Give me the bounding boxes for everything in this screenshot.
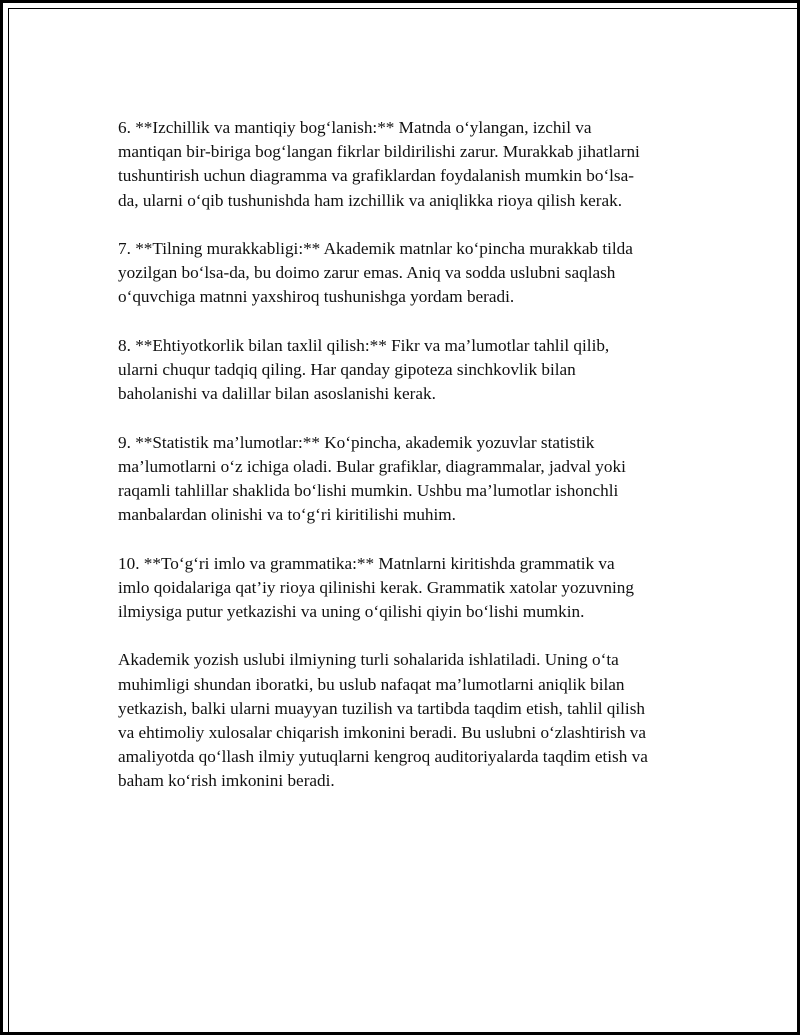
- text-line: mantiqan bir-biriga bog‘langan fikrlar bildirilishi zarur. Murakkab jihatlarni: [118, 142, 640, 162]
- paragraph-coherence: [118, 116, 693, 213]
- text-line: da, ularni o‘qib tushunishda ham izchillik va aniqlikka rioya qilish kerak.: [118, 190, 623, 210]
- text-line: Akademik yozish uslubi ilmiyning turli sohalarida ishlatiladi. Uning o‘ta: [118, 650, 619, 670]
- text-line: amaliyotda qo‘llash ilmiy yutuqlarni kengroq auditoriyalarda taqdim etish va: [118, 747, 648, 767]
- text-line: 7. **Tilning murakkabligi:** Akademik matnlar ko‘pincha murakkab tilda: [118, 239, 633, 258]
- text-line: 9. **Statistik ma’lumotlar:** Ko‘pincha, akademik yozuvlar statistik: [118, 432, 595, 452]
- text-line: ilmiysiga putur yetkazishi va uning o‘qilishi qiyin bo‘lishi mumkin.: [118, 602, 585, 621]
- text-line: 8. **Ehtiyotkorlik bilan taxlil qilish:** Fikr va ma’lumotlar tahlil qilib,: [118, 335, 610, 355]
- text-line: tushuntirish uchun diagramma va grafiklardan foydalanish mumkin bo‘lsa-: [118, 166, 634, 186]
- paragraph-language-complexity: [118, 237, 693, 310]
- text-line: muhimligi shundan iboratki, bu uslub nafaqat ma’lumotlarni aniqlik bilan: [118, 674, 625, 694]
- text-line: yozilgan bo‘lsa-da, bu doimo zarur emas. Aniq va sodda uslubni saqlash: [118, 263, 616, 283]
- text-line: 10. **To‘g‘ri imlo va grammatika:** Matnlarni kiritishda grammatik va: [118, 553, 615, 573]
- text-line: baham ko‘rish imkonini beradi.: [118, 771, 335, 791]
- paragraph-statistical-data: [118, 431, 693, 528]
- paragraph-conclusion: [118, 648, 693, 793]
- text-line: ma’lumotlarni o‘z ichiga oladi. Bular grafiklar, diagrammalar, jadval yoki: [118, 456, 626, 476]
- text-line: manbalardan olinishi va to‘g‘ri kiritilishi muhim.: [118, 505, 456, 525]
- text-line: ularni chuqur tadqiq qiling. Har qanday gipoteza sinchkovlik bilan: [118, 360, 576, 379]
- text-line: va ehtimoliy xulosalar chiqarish imkonini beradi. Bu uslubni o‘zlashtirish va: [118, 723, 646, 742]
- text-line: raqamli tahlillar shaklida bo‘lishi mumkin. Ushbu ma’lumotlar ishonchli: [118, 481, 619, 500]
- text-line: imlo qoidalariga qat’iy rioya qilinishi kerak. Grammatik xatolar yozuvning: [118, 577, 634, 597]
- text-line: baholanishi va dalillar bilan asoslanishi kerak.: [118, 384, 436, 404]
- paragraph-spelling-grammar: [118, 552, 693, 625]
- document-text: [118, 116, 693, 818]
- text-line: 6. **Izchillik va mantiqiy bog‘lanish:** Matnda o‘ylangan, izchil va: [118, 118, 592, 137]
- paragraph-careful-analysis: [118, 334, 693, 407]
- text-line: yetkazish, balki ularni muayyan tuzilish va tartibda taqdim etish, tahlil qilish: [118, 698, 645, 718]
- text-line: o‘quvchiga matnni yaxshiroq tushunishga yordam beradi.: [118, 287, 515, 307]
